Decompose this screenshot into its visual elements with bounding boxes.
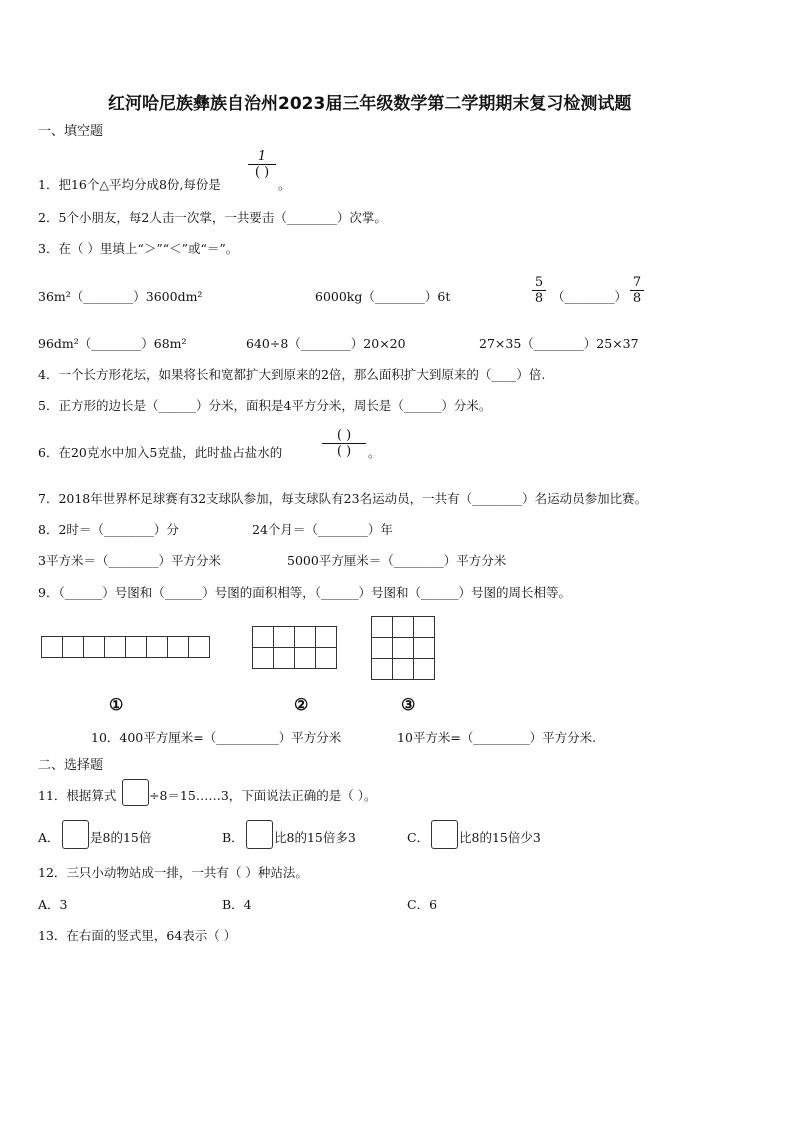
question-1-denominator: ( ): [254, 165, 270, 180]
figure-3-grid: [371, 616, 435, 680]
question-3c-fraction-left: [532, 275, 546, 306]
question-3c-blank: （________）: [552, 289, 628, 304]
question-3f: 27×35（________）25×37: [479, 336, 639, 351]
denominator: ( ): [336, 444, 352, 459]
q11-option-b-letter: B．: [222, 830, 244, 845]
figure-2-grid: [252, 626, 337, 669]
q11-option-b-box: [246, 820, 273, 849]
q11-option-a-letter: A．: [38, 830, 60, 845]
q12-option-c: C．6: [407, 897, 438, 912]
section-heading-choice: 二、选择题: [38, 758, 104, 773]
question-6-text: 6．在20克水中加入5克盐，此时盐占盐水的: [38, 445, 283, 460]
question-1-numerator: 1: [257, 149, 267, 164]
figure-label-2: ②: [294, 695, 309, 714]
figure-label-3: ③: [401, 695, 416, 714]
question-2: 2．5个小朋友，每2人击一次掌，一共要击（________）次掌。: [38, 210, 387, 225]
question-3c-fraction-right: [630, 275, 644, 306]
figure-label-1: ①: [109, 695, 124, 714]
q12-option-a: A．3: [38, 897, 68, 912]
section-heading-fill-blank: 一、填空题: [38, 124, 104, 139]
question-4: 4．一个长方形花坛，如果将长和宽都扩大到原来的2倍，那么面积扩大到原来的（____）倍.: [38, 367, 546, 382]
question-3b: 6000kg（________）6t: [315, 289, 451, 304]
numerator: 7: [632, 275, 642, 290]
page-title: 红河哈尼族彝族自治州2023届三年级数学第二学期期末复习检测试题: [108, 94, 632, 114]
question-10b: 10平方米=（_________）平方分米.: [397, 730, 597, 745]
question-1-text: 1．把16个△平均分成8份,每份是: [38, 177, 221, 192]
question-3: 3．在（ ）里填上“＞”“＜”或“＝”。: [38, 241, 239, 256]
question-13: 13．在右面的竖式里，64表示（ ）: [38, 928, 237, 943]
denominator: 8: [632, 291, 642, 306]
question-11-rest: ÷8＝15……3，下面说法正确的是（ ）。: [149, 788, 377, 803]
question-3d: 96dm²（________）68m²: [38, 336, 187, 351]
question-8c: 3平方米＝（________）平方分米: [38, 553, 221, 568]
question-12: 12．三只小动物站成一排，一共有（ ）种站法。: [38, 865, 308, 880]
question-1-fraction: [248, 149, 276, 180]
question-8a: 8．2时＝（________）分: [38, 522, 179, 537]
question-8d: 5000平方厘米＝（________）平方分米: [287, 553, 507, 568]
question-6-fraction: [322, 428, 366, 459]
question-11-text: 11．根据算式: [38, 788, 117, 803]
q11-option-c-text: 比8的15倍少3: [459, 830, 541, 845]
numerator: ( ): [336, 428, 352, 443]
question-7: 7．2018年世界杯足球赛有32支球队参加，每支球队有23名运动员，一共有（________）名运动员参加比赛。: [38, 491, 648, 506]
question-6-end: 。: [368, 445, 381, 460]
q11-option-b-text: 比8的15倍多3: [274, 830, 356, 845]
question-5: 5．正方形的边长是（______）分米，面积是4平方分米，周长是（______）分米。: [38, 398, 492, 413]
q11-option-c-box: [431, 820, 458, 849]
question-10a: 10．400平方厘米=（__________）平方分米: [91, 730, 342, 745]
q11-option-a-text: 是8的15倍: [90, 830, 152, 845]
question-11-blank-box: [122, 779, 149, 806]
question-1-end: 。: [278, 177, 291, 192]
question-8b: 24个月＝（________）年: [252, 522, 393, 537]
q11-option-c-letter: C．: [407, 830, 430, 845]
q12-option-b: B．4: [222, 897, 252, 912]
question-3e: 640÷8（________）20×20: [246, 336, 406, 351]
denominator: 8: [534, 291, 544, 306]
question-9: 9．（______）号图和（______）号图的面积相等，（______）号图和（______）号图的周长相等。: [38, 585, 571, 600]
figure-1-grid: [41, 636, 210, 658]
q11-option-a-box: [62, 820, 89, 849]
question-3a: 36m²（________）3600dm²: [38, 289, 203, 304]
numerator: 5: [534, 275, 544, 290]
